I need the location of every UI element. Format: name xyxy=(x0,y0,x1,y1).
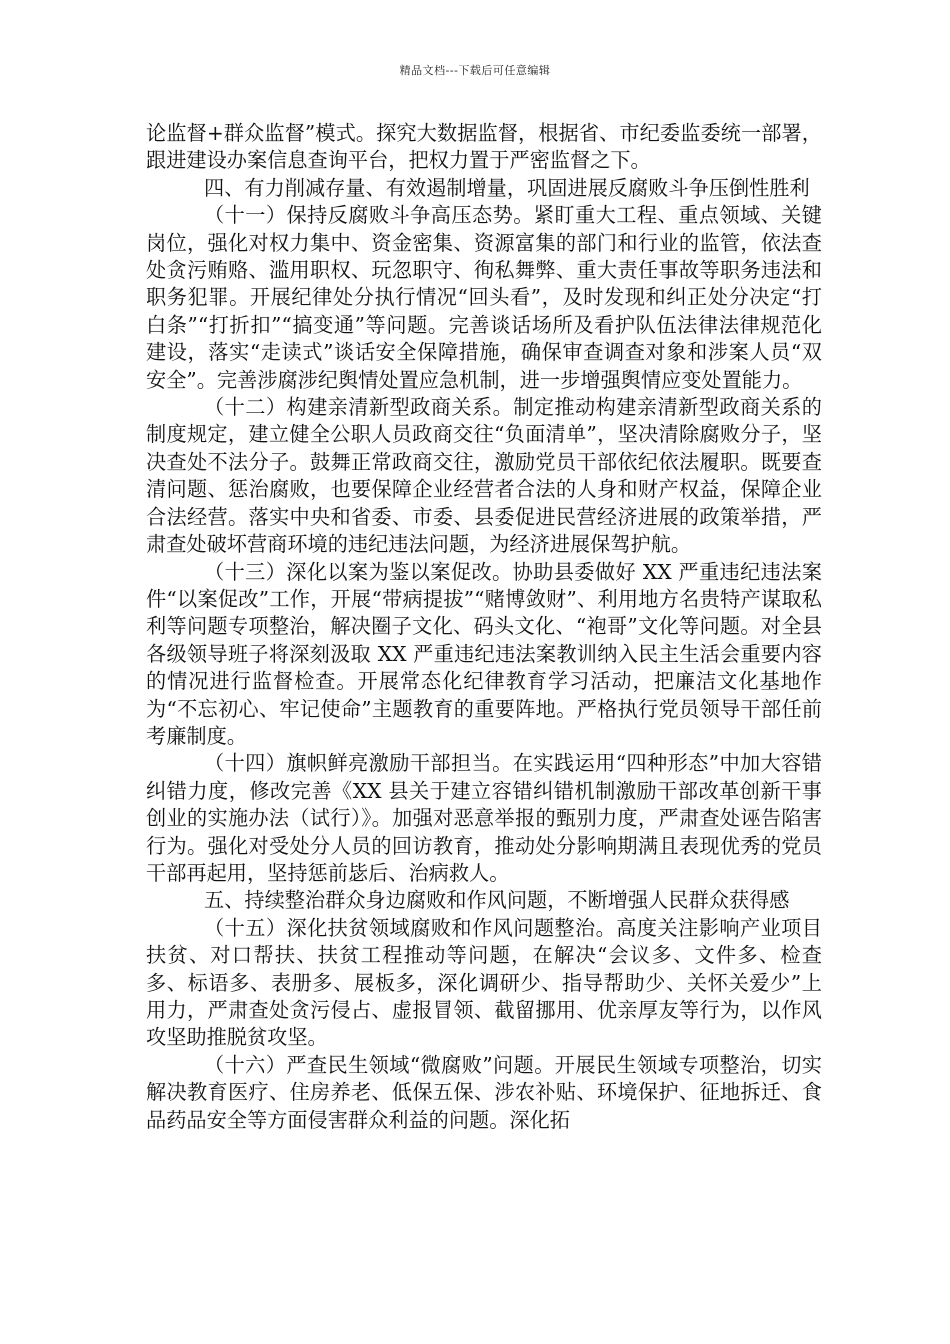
paragraph-continuation: 论监督+群众监督”模式。探究大数据监督，根据省、市纪委监委统一部署，跟进建设办案信息查询平台，把权力置于严密监督之下。 xyxy=(146,121,822,173)
paragraph-item-13: （十三）深化以案为鉴以案促改。协助县委做好 XX 严重违纪违法案件“以案促改”工作，开展“带病提拔”“赌博敛财”、利用地方名贵特产谋取私利等问题专项整治，解决圈子文化、码头文化、“袍哥”文化等问题。对全县各级领导班子将深刻汲取 XX 严重违纪违法案教训纳入民主生活会重要内容的情况进行监督检查。开展常态化纪律教育学习活动，把廉洁文化基地作为“不忘初心、牢记使命”主题教育的重要阵地。严格执行党员领导干部任前考廉制度。 xyxy=(146,559,822,748)
paragraph-item-14: （十四）旗帜鲜亮激励干部担当。在实践运用“四种形态”中加大容错纠错力度，修改完善《XX 县关于建立容错纠错机制激励干部改革创新干事创业的实施办法（试行）》。加强对恶意举报的甄别力度，严肃查处诬告陷害行为。强化对受处分人员的回访教育，推动处分影响期满且表现优秀的党员干部再起用，坚持惩前毖后、治病救人。 xyxy=(146,751,822,885)
document-body xyxy=(146,120,822,1134)
section-heading-5: 五、持续整治群众身边腐败和作风问题，不断增强人民群众获得感 xyxy=(204,888,790,913)
paragraph-item-16: （十六）严查民生领域“微腐败”问题。开展民生领域专项整治，切实解决教育医疗、住房养老、低保五保、涉农补贴、环境保护、征地拆迁、食品药品安全等方面侵害群众利益的问题。深化拓 xyxy=(146,1052,822,1132)
paragraph-item-11: （十一）保持反腐败斗争高压态势。紧盯重大工程、重点领域、关键岗位，强化对权力集中、资金密集、资源富集的部门和行业的监管，依法查处贪污贿赂、滥用职权、玩忽职守、徇私舞弊、重大责任事故等职务违法和职务犯罪。开展纪律处分执行情况“回头看”，及时发现和纠正处分决定“打白条”“打折扣”“搞变通”等问题。完善谈话场所及看护队伍法律法律规范化建设，落实“走读式”谈话安全保障措施，确保审查调查对象和涉案人员“双安全”。完善涉腐涉纪舆情处置应急机制，进一步增强舆情应变处置能力。 xyxy=(146,203,822,392)
section-heading-4: 四、有力削减存量、有效遏制增量，巩固进展反腐败斗争压倒性胜利 xyxy=(204,175,810,200)
paragraph-item-12: （十二）构建亲清新型政商关系。制定推动构建亲清新型政商关系的制度规定，建立健全公职人员政商交往“负面清单”，坚决清除腐败分子，坚决查处不法分子。鼓舞正常政商交往，激励党员干部依纪依法履职。既要查清问题、惩治腐败，也要保障企业经营者合法的人身和财产权益，保障企业合法经营。落实中央和省委、市委、县委促进民营经济进展的政策举措，严肃查处破坏营商环境的违纪违法问题，为经济进展保驾护航。 xyxy=(146,395,822,557)
page-header: 精品文档---下载后可任意编辑 xyxy=(399,64,551,77)
paragraph-item-15: （十五）深化扶贫领域腐败和作风问题整治。高度关注影响产业项目扶贫、对口帮扶、扶贫工程推动等问题，在解决“会议多、文件多、检查多、标语多、表册多、展板多，深化调研少、指导帮助少、关怀关爱少”上用力，严肃查处贪污侵占、虚报冒领、截留挪用、优亲厚友等行为，以作风攻坚助推脱贫攻坚。 xyxy=(146,915,822,1050)
